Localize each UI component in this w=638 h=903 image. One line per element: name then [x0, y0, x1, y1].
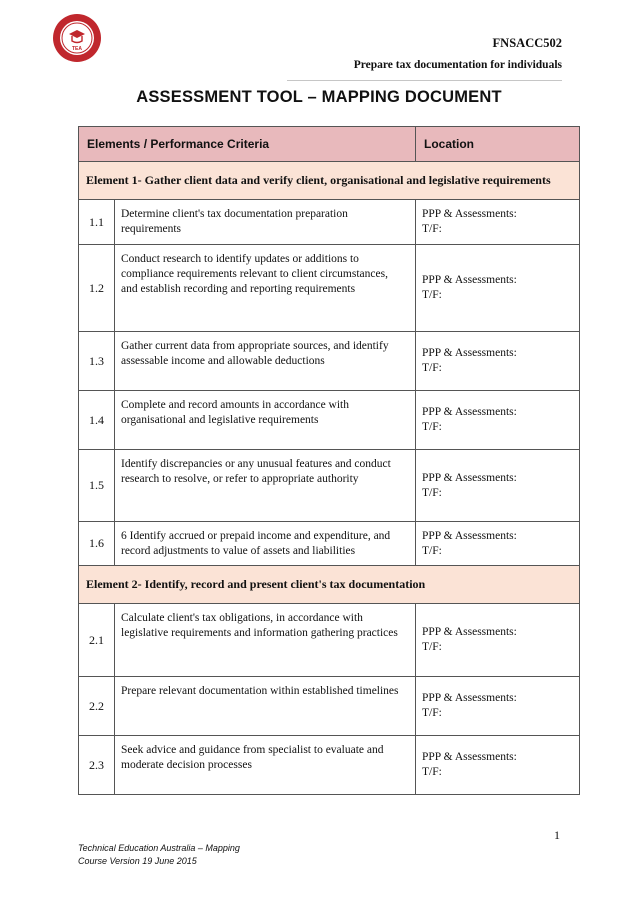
location-cell — [416, 677, 580, 736]
element-heading: Element 2- Identify, record and present client's tax documentation — [79, 566, 580, 604]
course-code: FNSACC502 — [492, 36, 562, 50]
location-ppp: PPP & Assessments: — [422, 471, 517, 484]
element-row — [79, 566, 580, 604]
table-row — [79, 450, 580, 522]
table-header-row — [79, 127, 580, 162]
logo-text: TEA — [72, 46, 82, 52]
footer-line-2: Course Version 19 June 2015 — [78, 856, 197, 866]
criteria-text: Seek advice and guidance from specialist to evaluate and moderate decision processes — [115, 736, 416, 795]
location-cell — [416, 245, 580, 332]
criteria-text: Conduct research to identify updates or additions to compliance requirements relevant to client circumstances, and establish recording and reporting requirements — [115, 245, 416, 332]
location-cell — [416, 522, 580, 566]
location-cell — [416, 450, 580, 522]
header-criteria: Elements / Performance Criteria — [79, 127, 416, 162]
table-row — [79, 200, 580, 245]
element-row — [79, 162, 580, 200]
criteria-number: 2.2 — [79, 677, 115, 736]
criteria-number: 2.1 — [79, 604, 115, 677]
location-ppp: PPP & Assessments: — [422, 692, 517, 704]
location-tf: T/F: — [422, 707, 442, 719]
criteria-text: Calculate client's tax obligations, in accordance with legislative requirements and information gathering practices — [115, 604, 416, 677]
header-divider — [287, 80, 562, 81]
criteria-number: 1.6 — [79, 522, 115, 566]
location-tf: T/F: — [422, 223, 442, 235]
criteria-text: Complete and record amounts in accordance with organisational and legislative requirements — [115, 391, 416, 450]
location-tf: T/F: — [422, 766, 442, 778]
criteria-text: Gather current data from appropriate sources, and identify assessable income and allowable deductions — [115, 332, 416, 391]
table-row — [79, 736, 580, 795]
criteria-number: 1.3 — [79, 332, 115, 391]
location-ppp: PPP & Assessments: — [422, 529, 517, 542]
table-row — [79, 677, 580, 736]
location-tf: T/F: — [422, 289, 442, 301]
location-ppp: PPP & Assessments: — [422, 406, 517, 418]
location-cell — [416, 332, 580, 391]
criteria-number: 1.2 — [79, 245, 115, 332]
course-title: Prepare tax documentation for individuals — [353, 59, 562, 71]
footer-line-1: Technical Education Australia – Mapping — [78, 843, 240, 853]
page-title: ASSESSMENT TOOL – MAPPING DOCUMENT — [136, 88, 502, 106]
criteria-text: 6 Identify accrued or prepaid income and expenditure, and record adjustments to value of assets and liabilities — [115, 522, 416, 566]
location-tf: T/F: — [422, 421, 442, 433]
location-ppp: PPP & Assessments: — [422, 751, 517, 763]
location-tf: T/F: — [422, 486, 442, 499]
location-ppp: PPP & Assessments: — [422, 274, 517, 286]
location-tf: T/F: — [422, 544, 442, 557]
criteria-number: 1.5 — [79, 450, 115, 522]
page-number: 1 — [554, 828, 560, 842]
criteria-number: 1.1 — [79, 200, 115, 245]
table-row — [79, 522, 580, 566]
table-row — [79, 391, 580, 450]
location-ppp: PPP & Assessments: — [422, 626, 517, 638]
logo-icon — [52, 13, 102, 63]
location-cell — [416, 391, 580, 450]
table-row — [79, 604, 580, 677]
header-location: Location — [416, 127, 580, 162]
location-ppp: PPP & Assessments: — [422, 208, 517, 220]
mapping-table — [78, 126, 580, 795]
location-cell — [416, 604, 580, 677]
criteria-number: 2.3 — [79, 736, 115, 795]
location-ppp: PPP & Assessments: — [422, 347, 517, 359]
location-tf: T/F: — [422, 362, 442, 374]
table-row — [79, 245, 580, 332]
location-tf: T/F: — [422, 641, 442, 653]
criteria-text: Prepare relevant documentation within established timelines — [115, 677, 416, 736]
table-row — [79, 332, 580, 391]
criteria-text: Identify discrepancies or any unusual features and conduct research to resolve, or refer to appropriate authority — [115, 450, 416, 522]
element-heading: Element 1- Gather client data and verify client, organisational and legislative requirements — [79, 162, 580, 200]
criteria-number: 1.4 — [79, 391, 115, 450]
location-cell — [416, 200, 580, 245]
location-cell — [416, 736, 580, 795]
criteria-text: Determine client's tax documentation preparation requirements — [115, 200, 416, 245]
